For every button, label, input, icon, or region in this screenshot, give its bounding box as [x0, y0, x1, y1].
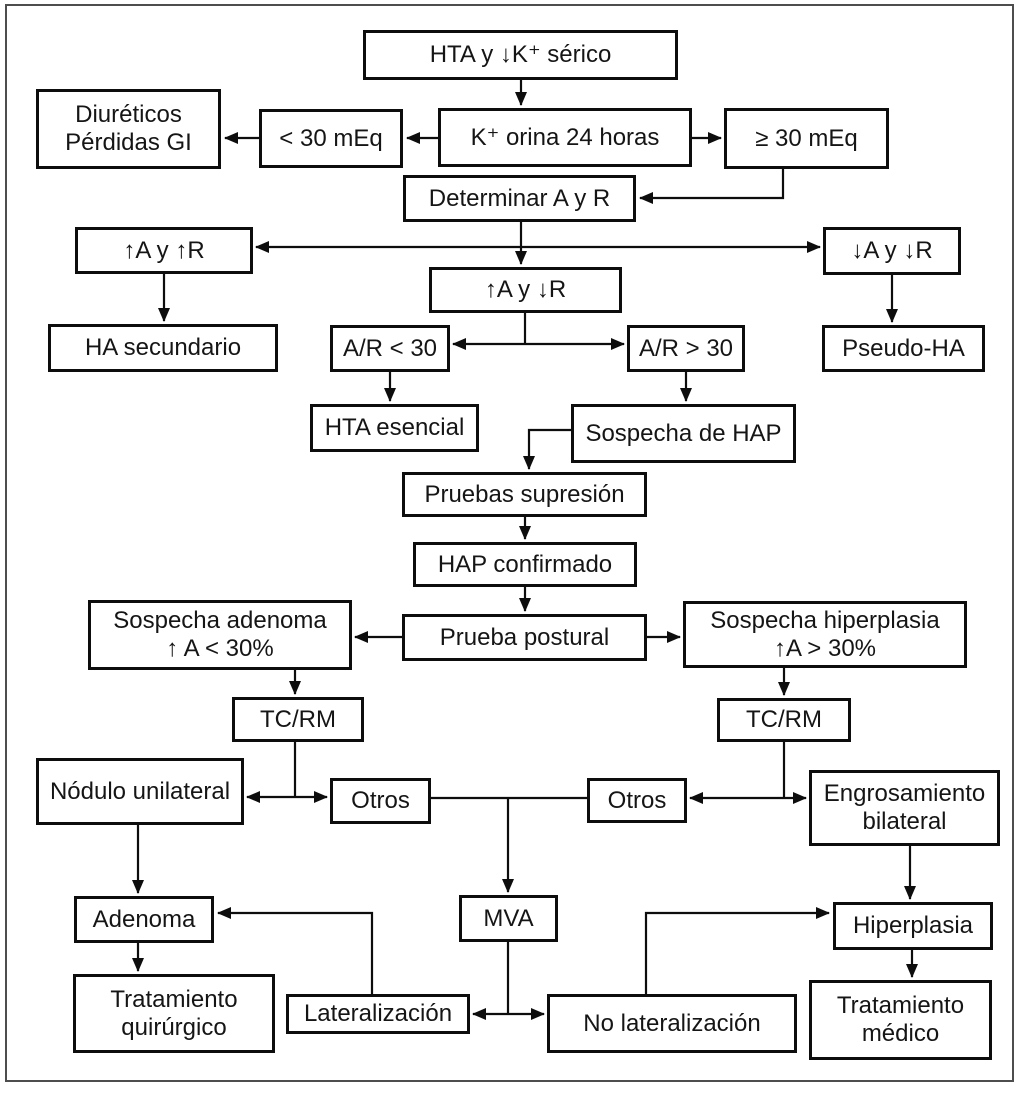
node-label: bilateral	[862, 808, 947, 835]
node-label: A/R < 30	[342, 334, 438, 362]
node-label: TC/RM	[260, 705, 336, 733]
node-prueba-postural	[402, 614, 647, 661]
node-ar-lt-30	[330, 325, 450, 372]
node-a-up-r-up	[75, 227, 253, 274]
node-label: quirúrgico	[121, 1013, 227, 1041]
node-sospecha-adenoma	[88, 600, 352, 670]
node-pseudo-ha	[822, 325, 985, 372]
node-hta-hipokalemia	[363, 30, 678, 80]
node-determinar-a-r	[403, 175, 636, 222]
node-label: Engrosamiento	[823, 780, 986, 808]
node-otros-der	[587, 778, 687, 823]
node-label: ↑A y ↓R	[484, 276, 567, 304]
node-nodulo-unilateral	[36, 758, 244, 825]
node-label: Sospecha de HAP	[585, 419, 782, 447]
node-label: HA secundario	[84, 334, 242, 362]
node-label: Determinar A y R	[428, 184, 611, 212]
node-engrosamiento-bilateral	[809, 770, 1000, 846]
node-ar-gt-30	[627, 325, 745, 372]
node-label: < 30 mEq	[279, 124, 383, 152]
edge-nolateralizacion-to-hiperplasia	[646, 913, 829, 994]
node-lateralizacion	[286, 994, 470, 1034]
node-k-ge-30	[724, 108, 889, 169]
node-label: ↑A y ↑R	[123, 236, 205, 264]
node-label: Adenoma	[92, 905, 196, 933]
node-label: TC/RM	[746, 706, 822, 734]
node-label: Diuréticos	[75, 101, 182, 129]
node-label: ↓A y ↓R	[851, 237, 933, 265]
node-label: Otros	[351, 787, 410, 815]
node-label: A/R > 30	[638, 334, 734, 362]
node-label: No lateralización	[583, 1009, 761, 1037]
node-pruebas-supresion	[402, 472, 647, 517]
node-hap-confirmado	[413, 542, 637, 587]
node-label: HTA esencial	[324, 414, 465, 442]
node-label: Prueba postural	[439, 623, 610, 651]
node-label: ↑A > 30%	[773, 634, 877, 662]
node-k-lt-30	[259, 109, 403, 168]
node-label: Tratamiento	[836, 992, 965, 1020]
edge-sospechahap-to-pruebassupresion	[529, 430, 571, 469]
node-otros-izq	[330, 778, 431, 824]
node-label: Pruebas supresión	[424, 480, 625, 508]
node-tc-rm-der	[717, 698, 851, 742]
node-tratamiento-medico	[809, 980, 992, 1060]
node-label: ↑ A < 30%	[166, 635, 274, 662]
node-adenoma	[74, 896, 214, 943]
node-label: Lateralización	[303, 1000, 453, 1028]
node-sospecha-hap	[571, 404, 796, 463]
node-tratamiento-quirurgico	[73, 974, 275, 1053]
node-label: Nódulo unilateral	[49, 777, 231, 805]
node-diureticos-gi	[36, 89, 221, 169]
node-tc-rm-izq	[232, 697, 364, 742]
node-mva	[459, 895, 558, 942]
node-hiperplasia	[833, 902, 993, 950]
node-label: MVA	[483, 904, 534, 932]
edge-ge30-to-determinar	[640, 169, 783, 198]
node-label: ≥ 30 mEq	[755, 124, 858, 152]
node-a-down-r-down	[823, 227, 961, 275]
node-sospecha-hiperplasia	[683, 601, 967, 668]
node-no-lateralizacion	[547, 994, 797, 1053]
node-a-up-r-down	[429, 267, 622, 313]
node-label: HTA y ↓K⁺ sérico	[429, 41, 612, 69]
node-label: Sospecha adenoma	[113, 607, 327, 635]
node-label: Otros	[607, 786, 667, 814]
node-ha-secundario	[48, 324, 278, 372]
node-label: Tratamiento	[110, 985, 238, 1013]
node-label: Sospecha hiperplasia	[710, 606, 940, 634]
node-k-orina-24h	[438, 108, 692, 167]
node-label: K⁺ orina 24 horas	[470, 123, 660, 151]
node-label: Hiperplasia	[852, 912, 974, 940]
node-label: Pérdidas GI	[65, 129, 192, 156]
node-label: médico	[861, 1020, 940, 1047]
node-label: Pseudo-HA	[842, 334, 965, 362]
node-hta-esencial	[310, 404, 479, 452]
node-label: HAP confirmado	[437, 550, 613, 578]
